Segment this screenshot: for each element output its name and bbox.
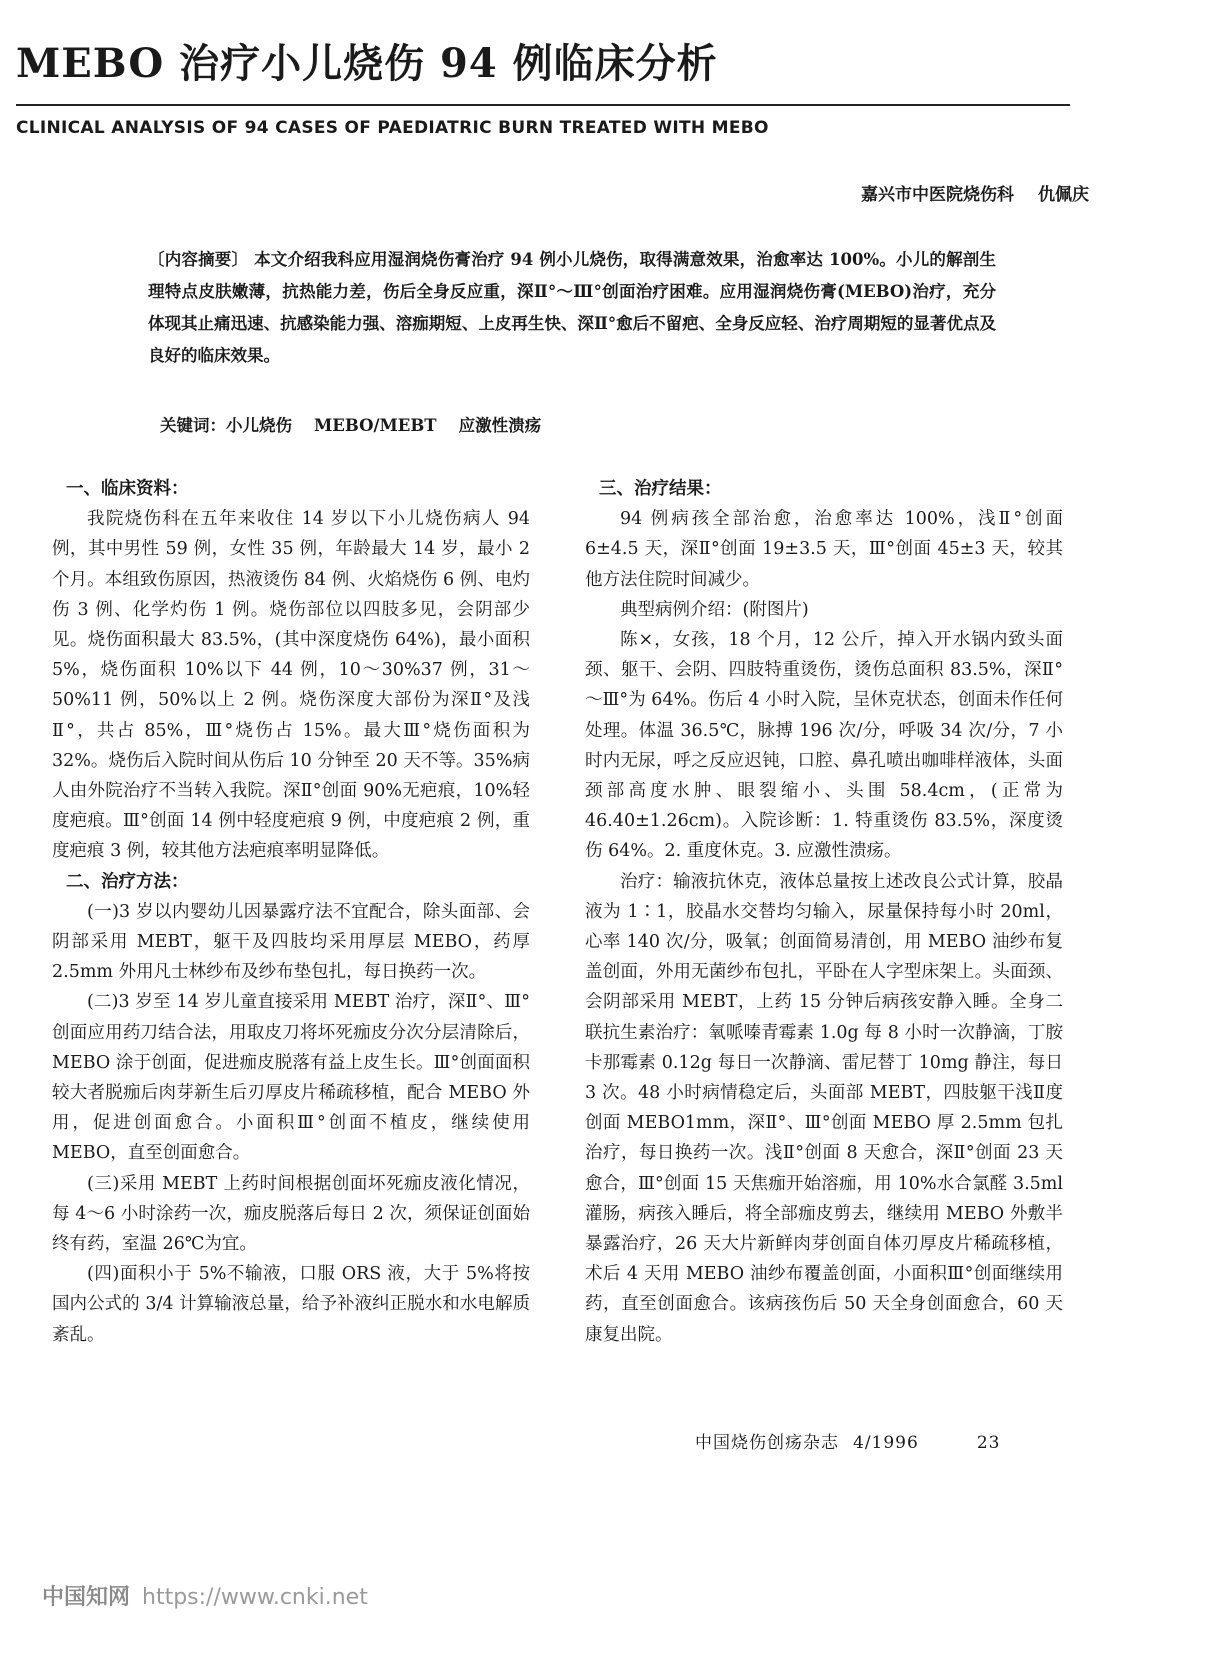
section-heading-results: 三、治疗结果： <box>599 479 722 499</box>
paragraph: (三)采用 MEBT 上药时间根据创面坏死痂皮液化情况，每 4～6 小时涂药一次，痂皮脱落后每日 2 次，须保证创面始终有药，室温 26℃为宜。 <box>52 1173 530 1255</box>
author-name: 仇佩庆 <box>1038 185 1089 205</box>
paragraph: 94 例病孩全部治愈，治愈率达 100%，浅Ⅱ°创面 6±4.5 天，深Ⅱ°创面 19±3.5 天，Ⅲ°创面 45±3 天，较其他方法住院时间减少。 <box>585 509 1063 590</box>
abstract-text: 本文介绍我科应用湿润烧伤膏治疗 94 例小儿烧伤，取得满意效果，治愈率达 100%。小儿的解剖生理特点皮肤嫩薄，抗热能力差，伤后全身反应重，深Ⅱ°～Ⅲ°创面治疗困难。应用湿润烧伤膏(MEBO)治疗，充分体现其止痛迅速、抗感染能力强、溶痂期短、上皮再生快、深Ⅱ°愈后不留疤、全身反应轻、治疗周期短的显著优点及良好的临床效果。 <box>148 250 996 365</box>
paragraph: 治疗：输液抗休克，液体总量按上述改良公式计算，胶晶液为 1∶1，胶晶水交替均匀输入，尿量保持每小时 20ml，心率 140 次/分，吸氧；创面简易清创，用 MEBO 油纱布复盖创面，外用无菌纱布包扎，平卧在人字型床架上。头面颈、会阴部采用 MEBT，上药 15 分钟后病孩安静入睡。全身二联抗生素治疗：氧哌嗪青霉素 1.0g 每 8 小时一次静滴，丁胺卡那霉素 0.12g 每日一次静滴、雷尼替丁 10mg 静注，每日 3 次。48 小时病情稳定后，头面部 MEBT，四肢躯干浅Ⅱ度创面 MEBO1mm，深Ⅱ°、Ⅲ°创面 MEBO 厚 2.5mm 包扎治疗，每日换药一次。浅Ⅱ°创面 8 天愈合，深Ⅱ°创面 23 天愈合，Ⅲ°创面 15 天焦痂开始溶痂，用 10%水合氯醛 3.5ml 灌肠，病孩入睡后，将全部痂皮剪去，继续用 MEBO 外敷半暴露治疗，26 天大片新鲜肉芽创面自体刃厚皮片稀疏移植，术后 4 天用 MEBO 油纱布覆盖创面，小面积Ⅲ°创面继续用药，直至创面愈合。该病孩伤后 50 天全身创面愈合，60 天康复出院。 <box>585 871 1063 1345</box>
abstract-label: 〔内容摘要〕 <box>148 250 249 269</box>
journal-issue: 4/1996 <box>853 1433 919 1453</box>
paragraph: (四)面积小于 5%不输液，口服 ORS 液，大于 5%将按国内公式的 3/4 计算输液总量，给予补液纠正脱水和水电解质紊乱。 <box>52 1264 530 1345</box>
journal-name: 中国烧伤创疡杂志 <box>695 1433 839 1453</box>
paragraph: 陈×，女孩，18 个月，12 公斤，掉入开水锅内致头面颈、躯干、会阴、四肢特重烫伤，烫伤总面积 83.5%，深Ⅱ°～Ⅲ°为 64%。伤后 4 小时入院，呈休克状态，创面未作任何处理。体温 36.5℃，脉搏 196 次/分，呼吸 34 次/分，7 小时内无尿，呼之反应迟钝，口腔、鼻孔喷出咖啡样液体，头面颈部高度水肿、眼裂缩小、头围 58.4cm，(正常为 46.40±1.26cm)。入院诊断：1. 特重烫伤 83.5%，深度烫伤 64%。2. 重度休克。3. 应激性溃疡。 <box>585 630 1063 862</box>
paragraph: 我院烧伤科在五年来收住 14 岁以下小儿烧伤病人 94 例，其中男性 59 例，女性 35 例，年龄最大 14 岁，最小 2 个月。本组致伤原因，热液烫伤 84 例、火焰烧伤 6 例、电灼伤 3 例、化学灼伤 1 例。烧伤部位以四肢多见，会阴部少见。烧伤面积最大 83.5%，(其中深度烧伤 64%)，最小面积 5%，烧伤面积 10%以下 44 例，10～30%37 例，31～50%11 例，50%以上 2 例。烧伤深度大部份为深Ⅱ°及浅Ⅱ°，共占 85%，Ⅲ°烧伤占 15%。最大Ⅲ°烧伤面积为 32%。烧伤后入院时间从伤后 10 分钟至 20 天不等。35%病人由外院治疗不当转入我院。深Ⅱ°创面 90%无疤痕，10%轻度疤痕。Ⅲ°创面 14 例中轻度疤痕 9 例，中度疤痕 2 例，重度疤痕 3 例，较其他方法疤痕率明显降低。 <box>52 509 530 862</box>
author-affiliation-line <box>861 180 1089 205</box>
title-rule <box>16 104 1070 106</box>
article-title: MEBO 治疗小儿烧伤 94 例临床分析 <box>16 40 718 87</box>
keyword-item: 应激性溃疡 <box>458 416 542 435</box>
section-heading-treatment-method: 二、治疗方法： <box>66 871 189 892</box>
page-footer <box>695 1428 1000 1453</box>
section-heading-clinical-data: 一、临床资料： <box>66 479 189 499</box>
cnki-watermark <box>42 1580 368 1611</box>
abstract <box>148 244 996 372</box>
english-title: CLINICAL ANALYSIS OF 94 CASES OF PAEDIATRIC BURN TREATED WITH MEBO <box>16 118 769 138</box>
keywords <box>160 412 563 436</box>
keywords-label: 关键词： <box>160 416 226 435</box>
watermark-brand: 中国知网 <box>42 1585 131 1610</box>
affiliation: 嘉兴市中医院烧伤科 <box>861 185 1014 205</box>
page-number: 23 <box>976 1433 1001 1453</box>
case-heading: 典型病例介绍：(附图片) <box>620 599 809 620</box>
paragraph: (一)3 岁以内婴幼儿因暴露疗法不宜配合，除头面部、会阴部采用 MEBT，躯干及四肢均采用厚层 MEBO，药厚 2.5mm 外用凡士林纱布及纱布垫包扎，每日换药一次。 <box>52 901 530 983</box>
keyword-item: 小儿烧伤 <box>226 416 292 435</box>
watermark-url: https://www.cnki.net <box>142 1585 368 1610</box>
right-column <box>585 474 1063 1350</box>
paragraph: (二)3 岁至 14 岁儿童直接采用 MEBT 治疗，深Ⅱ°、Ⅲ°创面应用药刀结合法，用取皮刀将坏死痂皮分次分层清除后，MEBO 涂于创面，促进痂皮脱落有益上皮生长。Ⅲ°创面面积较大者脱痂后肉芽新生后刃厚皮片稀疏移植，配合 MEBO 外用，促进创面愈合。小面积Ⅲ°创面不植皮，继续使用 MEBO，直至创面愈合。 <box>52 992 530 1164</box>
left-column <box>52 474 530 1350</box>
keyword-item: MEBO/MEBT <box>314 416 437 435</box>
